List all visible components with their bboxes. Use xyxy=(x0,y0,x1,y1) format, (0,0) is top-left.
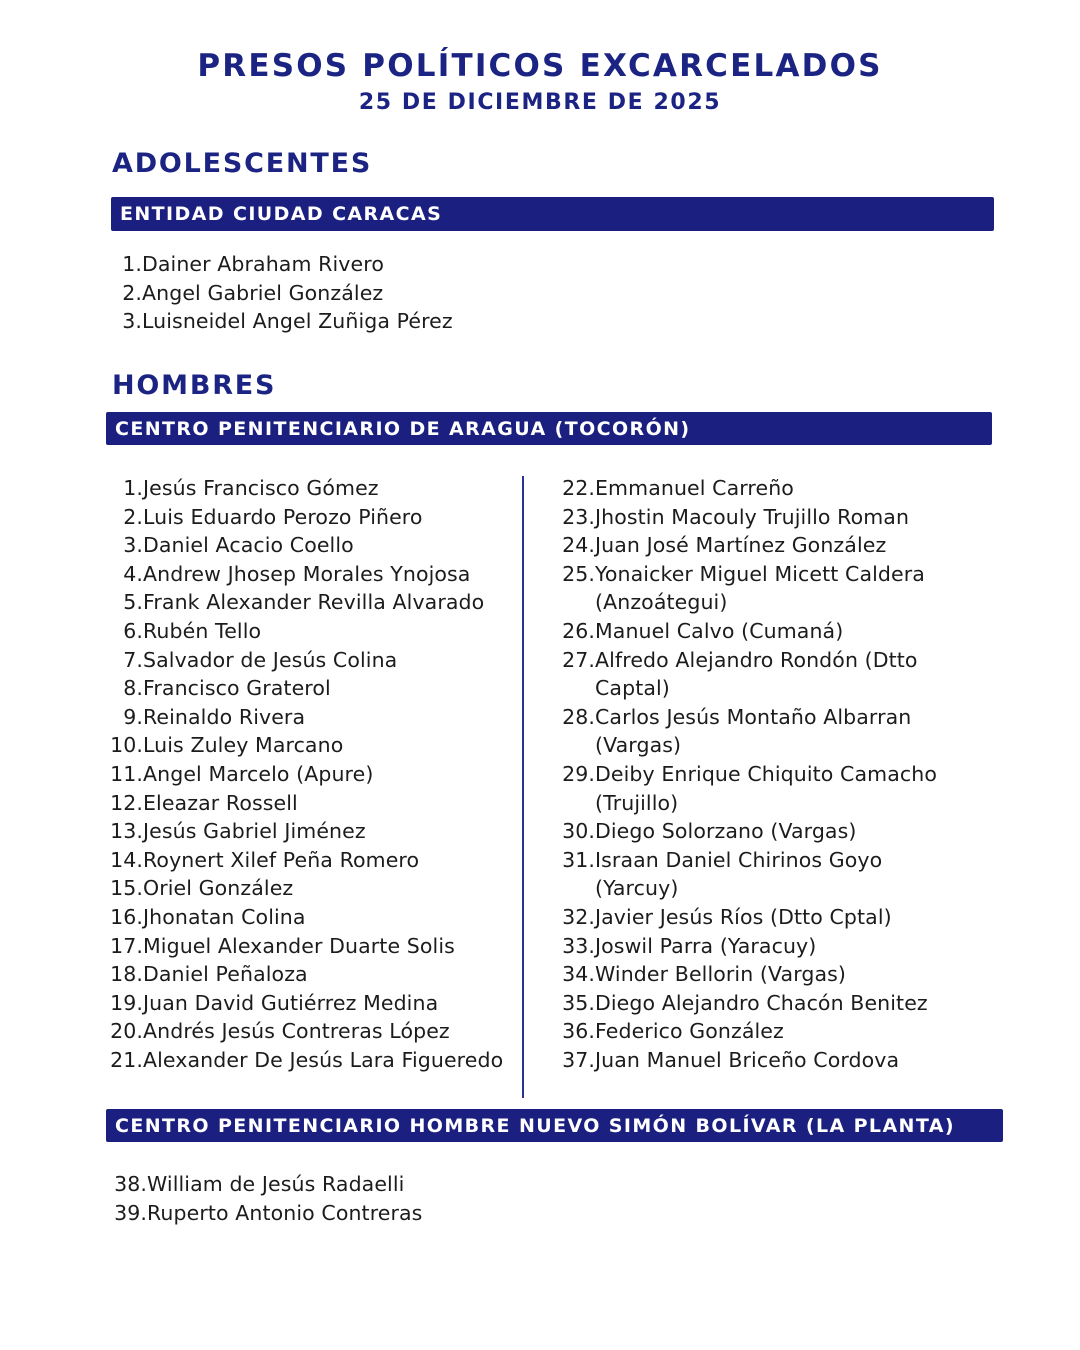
list-item: 19. Juan David Gutiérrez Medina xyxy=(110,990,439,1015)
list-item: 14. Roynert Xilef Peña Romero xyxy=(110,847,420,872)
list-item: 23. Jhostin Macouly Trujillo Roman xyxy=(562,504,910,529)
list-item: 34. Winder Bellorin (Vargas) xyxy=(562,962,847,987)
list-item: 33. Joswil Parra (Yaracuy) xyxy=(562,933,817,958)
list-item: 35. Diego Alejandro Chacón Benitez xyxy=(562,990,928,1015)
list-item: 36. Federico González xyxy=(562,1019,784,1044)
list-item: 6. Rubén Tello xyxy=(123,618,262,643)
list-item: 29. Deiby Enrique Chiquito Camacho (Trujillo) xyxy=(562,761,937,815)
list-tocoron-right xyxy=(557,474,957,1074)
list-item: 13. Jesús Gabriel Jiménez xyxy=(110,819,366,844)
group-bar-caracas: ENTIDAD CIUDAD CARACAS xyxy=(111,197,994,231)
list-item: 1. Dainer Abraham Rivero xyxy=(122,252,384,276)
list-item: 20. Andrés Jesús Contreras López xyxy=(110,1019,450,1044)
list-item: 28. Carlos Jesús Montaño Albarran (Vargas) xyxy=(562,704,912,758)
list-item: 37. Juan Manuel Briceño Cordova xyxy=(562,1047,900,1072)
column-divider xyxy=(522,476,524,1098)
list-item: 25. Yonaicker Miguel Micett Caldera (Anzoátegui) xyxy=(562,561,925,615)
list-item: 11. Angel Marcelo (Apure) xyxy=(110,761,374,786)
list-item: 30. Diego Solorzano (Vargas) xyxy=(562,819,857,844)
group-bar-la-planta: CENTRO PENITENCIARIO HOMBRE NUEVO SIMÓN BOLÍVAR (LA PLANTA) xyxy=(106,1109,1003,1142)
list-item: 7. Salvador de Jesús Colina xyxy=(123,647,398,672)
section-title-adolescentes: ADOLESCENTES xyxy=(112,148,373,179)
page-title: PRESOS POLÍTICOS EXCARCELADOS xyxy=(197,48,883,84)
section-title-hombres: HOMBRES xyxy=(112,370,277,401)
list-item: 9. Reinaldo Rivera xyxy=(123,704,306,729)
list-adolescentes xyxy=(104,250,524,336)
list-item: 38. William de Jesús Radaelli xyxy=(114,1172,405,1196)
list-item: 21. Alexander De Jesús Lara Figueredo xyxy=(110,1047,504,1072)
list-item: 39. Ruperto Antonio Contreras xyxy=(114,1200,423,1225)
page-date: 25 DE DICIEMBRE DE 2025 xyxy=(358,90,722,115)
list-item: 15. Oriel González xyxy=(110,876,294,901)
list-item: 31. Israan Daniel Chirinos Goyo (Yarcuy) xyxy=(562,847,883,901)
list-tocoron-left xyxy=(105,474,520,1074)
list-item: 32. Javier Jesús Ríos (Dtto Cptal) xyxy=(562,904,892,929)
list-item: 4. Andrew Jhosep Morales Ynojosa xyxy=(123,561,471,586)
list-item: 18. Daniel Peñaloza xyxy=(110,962,308,987)
list-item: 8. Francisco Graterol xyxy=(123,676,331,701)
list-item: 16. Jhonatan Colina xyxy=(110,904,306,929)
list-item: 17. Miguel Alexander Duarte Solis xyxy=(110,933,455,958)
list-item: 22. Emmanuel Carreño xyxy=(562,476,794,500)
list-item: 3. Daniel Acacio Coello xyxy=(123,533,354,558)
list-item: 27. Alfredo Alejandro Rondón (Dtto Captal) xyxy=(562,647,918,701)
list-item: 24. Juan José Martínez González xyxy=(562,533,887,558)
list-item: 1. Jesús Francisco Gómez xyxy=(123,476,379,500)
list-item: 3. Luisneidel Angel Zuñiga Pérez xyxy=(122,309,453,334)
list-item: 12. Eleazar Rossell xyxy=(110,790,298,815)
list-item: 10. Luis Zuley Marcano xyxy=(110,733,344,758)
group-bar-tocoron: CENTRO PENITENCIARIO DE ARAGUA (TOCORÓN) xyxy=(106,412,992,445)
list-item: 2. Luis Eduardo Perozo Piñero xyxy=(123,504,423,529)
list-la-planta xyxy=(109,1170,529,1227)
list-item: 5. Frank Alexander Revilla Alvarado xyxy=(123,590,485,615)
list-item: 2. Angel Gabriel González xyxy=(122,280,384,305)
list-item: 26. Manuel Calvo (Cumaná) xyxy=(562,618,844,643)
